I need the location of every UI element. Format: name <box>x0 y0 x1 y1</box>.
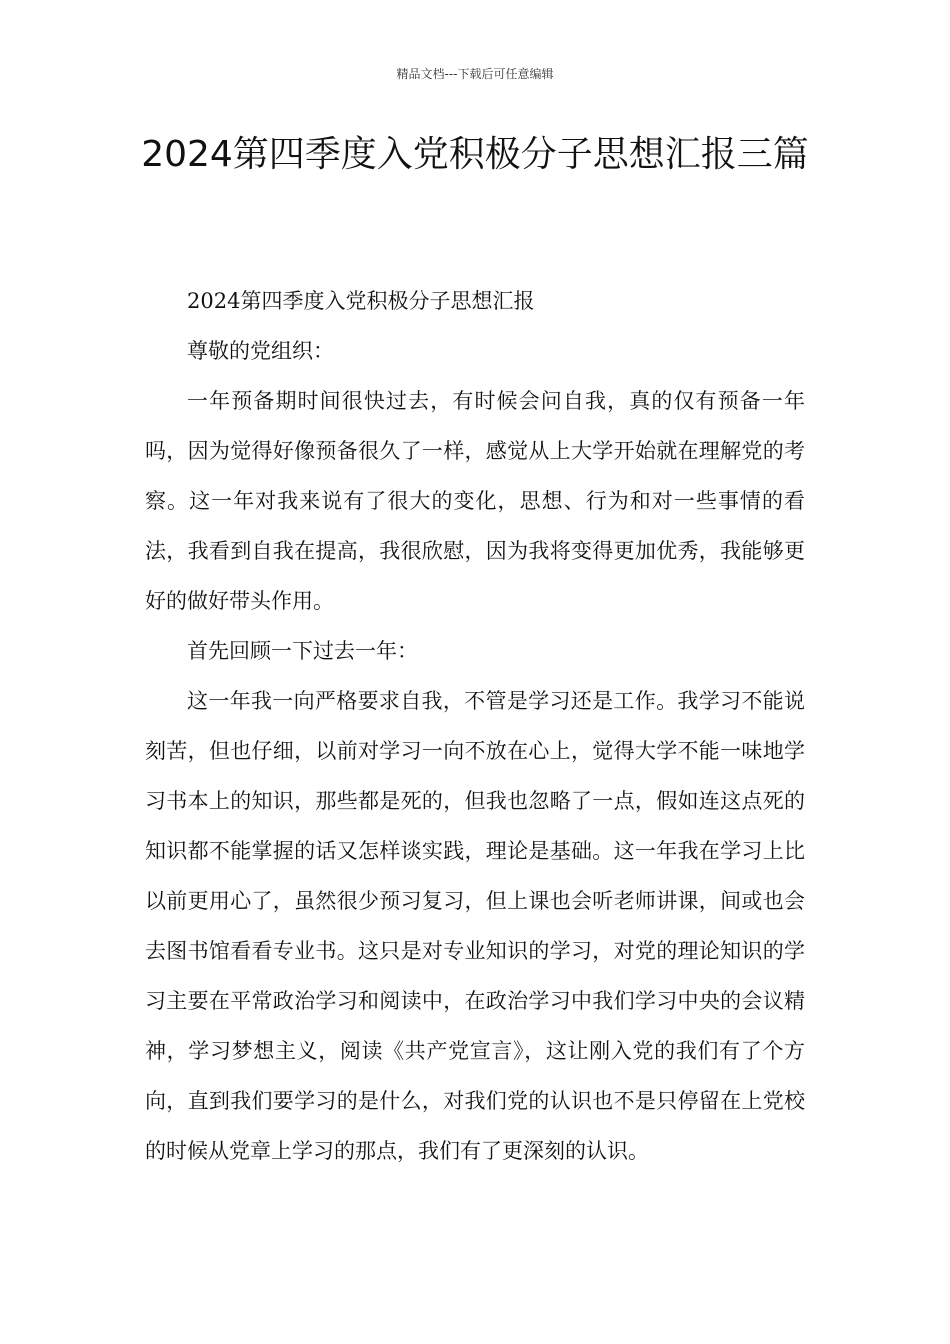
document-subtitle: 2024第四季度入党积极分子思想汇报 <box>187 289 535 313</box>
document-body <box>145 276 805 1176</box>
paragraph: 这一年我一向严格要求自我，不管是学习还是工作。我学习不能说刻苦，但也仔细，以前对学习一向不放在心上，觉得大学不能一味地学习书本上的知识，那些都是死的，但我也忽略了一点，假如连这点死的知识都不能掌握的话又怎样谈实践，理论是基础。这一年我在学习上比以前更用心了，虽然很少预习复习，但上课也会听老师讲课，间或也会去图书馆看看专业书。这只是对专业知识的学习，对党的理论知识的学习主要在平常政治学习和阅读中，在政治学习中我们学习中央的会议精神，学习梦想主义，阅读《共产党宣言》，这让刚入党的我们有了个方向，直到我们要学习的是什么，对我们党的认识也不是只停留在上党校的时候从党章上学习的那点，我们有了更深刻的认识。 <box>145 689 805 1163</box>
paragraph: 首先回顾一下过去一年： <box>187 639 418 663</box>
document-title: 2024第四季度入党积极分子思想汇报三篇 <box>141 134 809 175</box>
salutation: 尊敬的党组织： <box>187 339 334 363</box>
paragraph: 一年预备期时间很快过去，有时候会问自我，真的仅有预备一年吗，因为觉得好像预备很久了一样，感觉从上大学开始就在理解党的考察。这一年对我来说有了很大的变化，思想、行为和对一些事情的看法，我看到自我在提高，我很欣慰，因为我将变得更加优秀，我能够更好的做好带头作用。 <box>145 389 805 613</box>
header-note: 精品文档---下载后可任意编辑 <box>396 67 554 81</box>
